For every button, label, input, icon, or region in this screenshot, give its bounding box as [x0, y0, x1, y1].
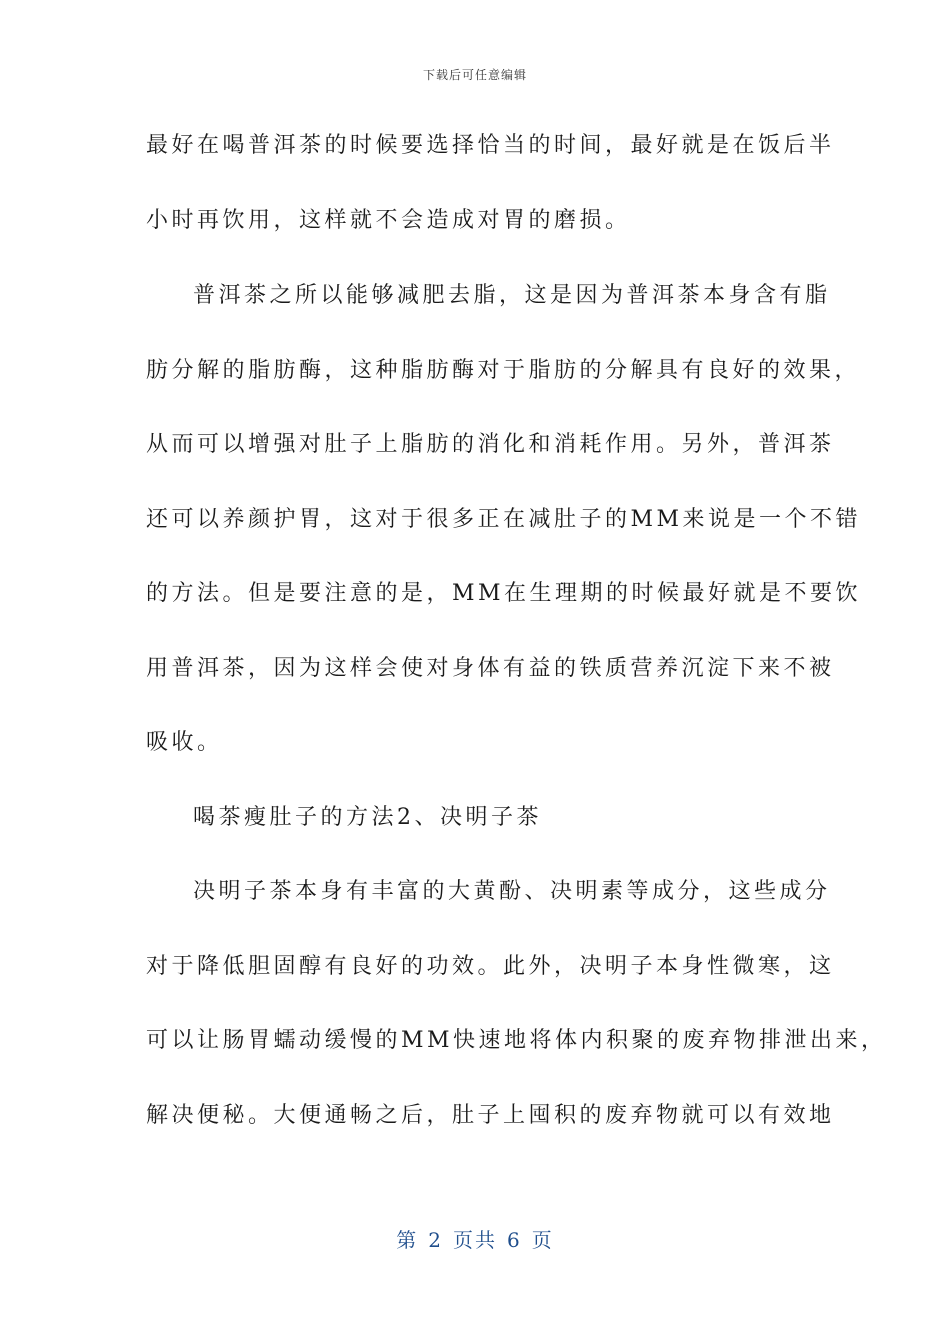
paragraph-line: 普洱茶之所以能够减肥去脂，这是因为普洱茶本身含有脂 [193, 283, 831, 308]
paragraph-line: 肪分解的脂肪酶，这种脂肪酶对于脂肪的分解具有良好的效果， [146, 358, 861, 383]
paragraph-line: 的方法。但是要注意的是，MM在生理期的时候最好就是不要饮 [146, 581, 862, 606]
footer-prefix: 第 [396, 1228, 419, 1252]
page-header: 下载后可任意编辑 [422, 68, 527, 82]
paragraph-line: 最好在喝普洱茶的时候要选择恰当的时间，最好就是在饭后半 [146, 133, 835, 158]
section-heading: 喝茶瘦肚子的方法2、决明子茶 [193, 805, 542, 830]
paragraph-line: 小时再饮用，这样就不会造成对胃的磨损。 [146, 208, 631, 233]
page-number: 2 [428, 1228, 443, 1252]
paragraph-line: 还可以养颜护胃，这对于很多正在减肚子的MM来说是一个不错 [146, 507, 862, 532]
paragraph-line: 可以让肠胃蠕动缓慢的MM快速地将体内积聚的废弃物排泄出来， [146, 1028, 887, 1053]
paragraph-line: 用普洱茶，因为这样会使对身体有益的铁质营养沉淀下来不被 [146, 656, 835, 681]
paragraph-line: 对于降低胆固醇有良好的功效。此外，决明子本身性微寒，这 [146, 954, 835, 979]
paragraph-line: 吸收。 [146, 730, 223, 755]
paragraph-line: 解决便秘。大便通畅之后，肚子上囤积的废弃物就可以有效地 [146, 1103, 835, 1128]
page-footer [0, 1224, 950, 1253]
paragraph-line: 从而可以增强对肚子上脂肪的消化和消耗作用。另外，普洱茶 [146, 432, 835, 457]
paragraph-line: 决明子茶本身有丰富的大黄酚、决明素等成分，这些成分 [193, 879, 831, 904]
footer-middle: 页共 [453, 1228, 497, 1252]
total-pages: 6 [507, 1228, 522, 1252]
footer-suffix: 页 [531, 1228, 554, 1252]
